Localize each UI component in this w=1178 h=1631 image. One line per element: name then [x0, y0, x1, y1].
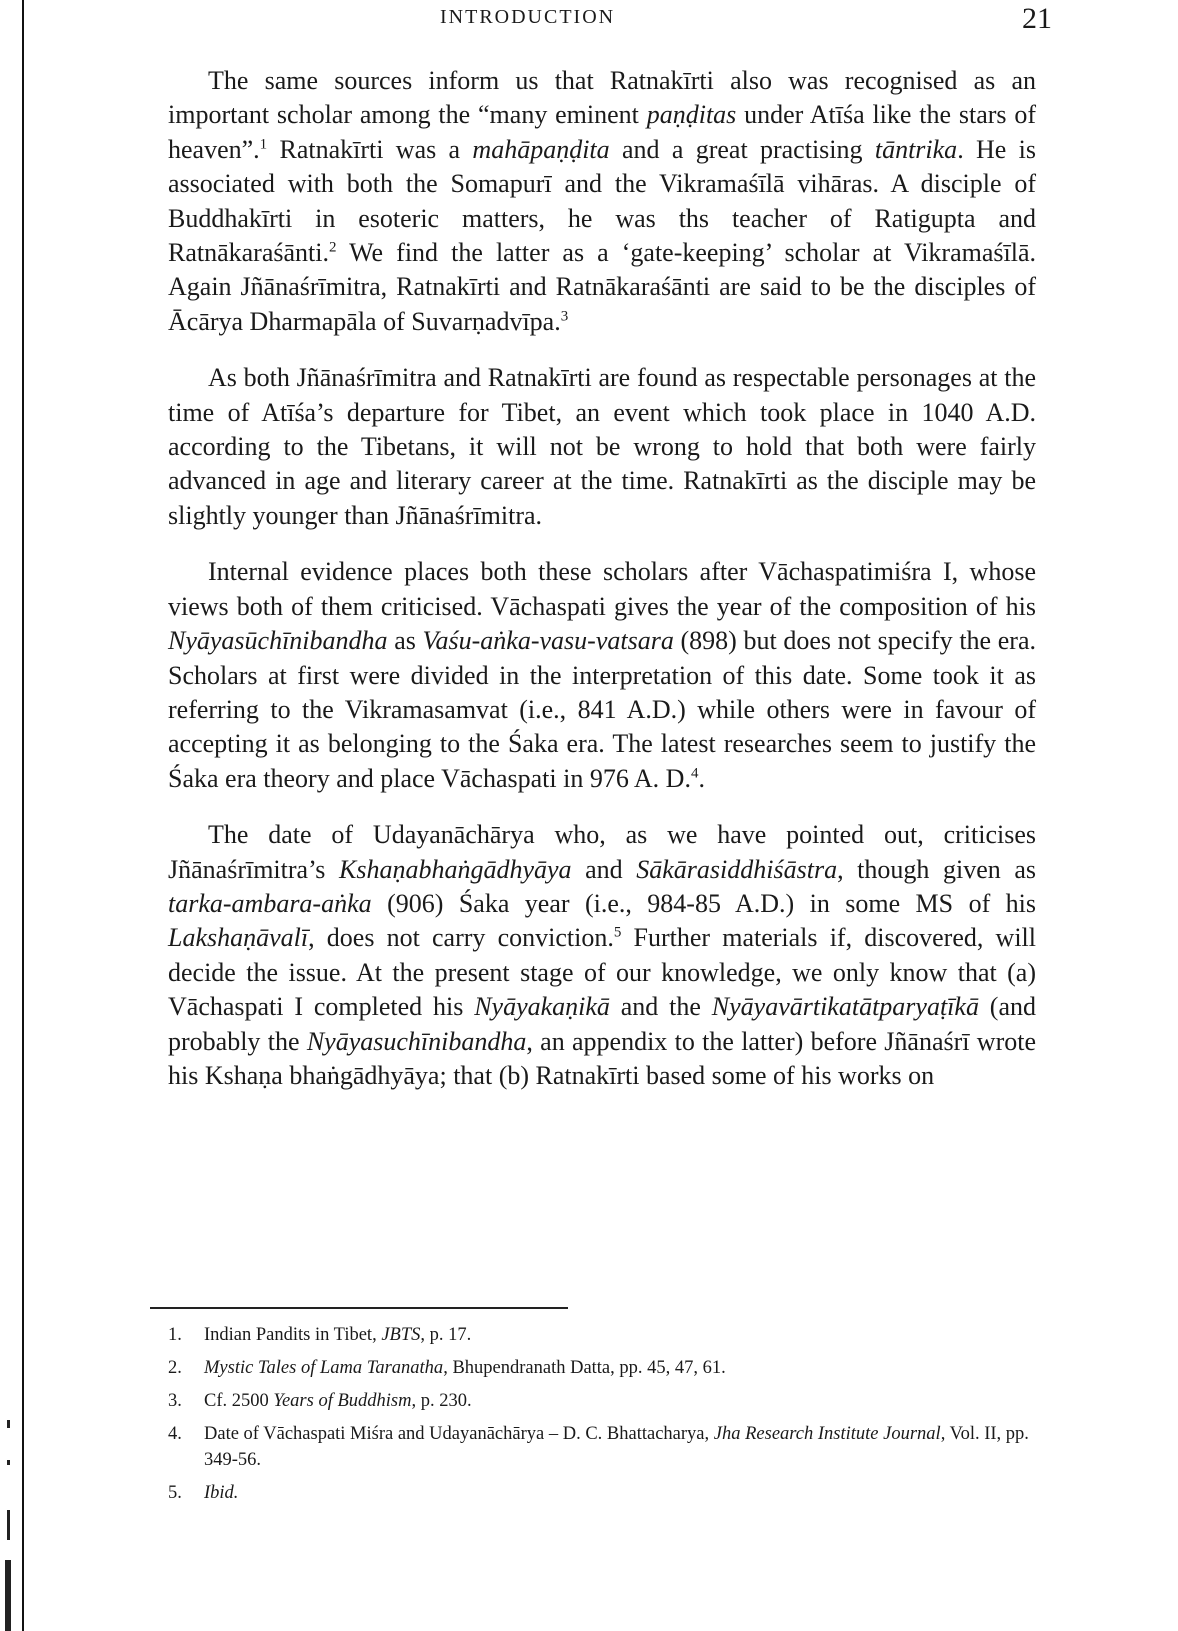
- footnote: [168, 1421, 1036, 1473]
- footnote-text: [204, 1322, 1036, 1348]
- running-head: INTRODUCTION: [440, 6, 616, 28]
- footnote-text: [204, 1355, 1036, 1381]
- text-run: Further materials if, discovered, will decide the issue. At the present stage of our knowledge, we only know that (a) Vāchaspati I completed his: [168, 923, 1037, 1022]
- text-run: The date of Udayanāchārya who, as we have pointed out, criticises Jñānaśrīmitra’s: [168, 820, 1036, 884]
- text-run: As both Jñānaśrīmitra and Ratnakīrti are found as respectable personages at the time of Atīśa’s departure for Tibet, an event which took place in 1040 A.D. according to the Tibetans, it will not be wrong to hold that both were fairly advanced in age and literary career at the time. Ratnakīrti as the disciple may be slightly younger than Jñānaśrīmitra.: [168, 363, 1036, 530]
- body-text: [168, 64, 1036, 1115]
- text-run: (898) but does not specify the era. Scholars at first were divided in the interpretation of this date. Some took it as referring to the Vikramasamvat (i.e., 841 A.D.) while others were in favour of accepting it as belonging to the Śaka era. The latest researches seem to justify the Śaka era theory and place Vāchaspati in 976 A. D.: [168, 626, 1036, 793]
- paragraph: [168, 555, 1036, 796]
- footnote-number: 1.: [168, 1325, 182, 1345]
- italic-term: paṇḍitas: [646, 100, 737, 130]
- italic-term: tāntrika: [874, 134, 958, 164]
- footnotes: [168, 1322, 1036, 1513]
- text-run: , p. 17.: [420, 1325, 472, 1345]
- paragraph: [168, 818, 1036, 1093]
- italic-term: Nyāyavārtikatātparyaṭīkā: [711, 992, 979, 1022]
- footnote-ref: 3: [560, 308, 569, 325]
- footnote: [168, 1480, 1036, 1506]
- footnote-text: [204, 1388, 1036, 1414]
- page-number: 21: [1022, 2, 1052, 35]
- italic-term: Sākārasiddhiśāstra: [636, 854, 838, 884]
- italic-term: Kshaṇabhaṅgādhyāya: [339, 854, 572, 884]
- footnote-number: 3.: [168, 1391, 182, 1411]
- footnote-ref: 4: [690, 765, 699, 782]
- footnote-ref: 5: [613, 924, 622, 941]
- page-gutter-rule: [22, 0, 24, 1631]
- paragraph: [168, 64, 1036, 339]
- text-run: (906) Śaka year (i.e., 984-85 A.D.) in some MS of his: [371, 888, 1036, 918]
- text-run: (and probably the: [168, 992, 1036, 1056]
- italic-term: Years of Buddhism: [273, 1391, 412, 1411]
- text-run: and the: [609, 992, 712, 1022]
- footnote: [168, 1388, 1036, 1414]
- text-run: and: [571, 854, 637, 884]
- text-run: , Vol. II, pp. 349-56.: [204, 1424, 1029, 1470]
- paragraph: [168, 361, 1036, 533]
- text-run: Cf. 2500: [204, 1391, 274, 1411]
- italic-term: Nyāyakaṇikā: [474, 992, 610, 1022]
- footnote-number: 4.: [168, 1424, 182, 1444]
- text-run: , an appendix to the latter) before Jñānaśrī wrote his Kshaṇa bhaṅgādhyāya; that (b) Ratnakīrti based some of his works on: [168, 1026, 1036, 1090]
- italic-term: JBTS: [381, 1325, 421, 1345]
- italic-term: tarka-ambara-aṅka: [168, 888, 372, 918]
- footnote: [168, 1355, 1036, 1381]
- italic-term: mahāpaṇḍita: [472, 134, 610, 164]
- italic-term: Jha Research Institute Journal: [713, 1424, 941, 1444]
- text-run: Internal evidence places both these scholars after Vāchaspatimiśra I, whose views both of them criticised. Vāchaspati gives the year of the composition of his: [168, 557, 1036, 621]
- italic-term: Lakshaṇāvalī: [168, 923, 309, 953]
- footnote-number: 2.: [168, 1358, 182, 1378]
- text-run: Indian Pandits in Tibet,: [204, 1325, 382, 1345]
- text-run: under Atīśa like the stars of heaven”.: [168, 100, 1036, 164]
- italic-term: Vaśu-aṅka-vasu-vatsara: [422, 626, 674, 656]
- text-run: as: [387, 626, 423, 656]
- footnote-rule: [150, 1307, 568, 1309]
- footnote-text: [204, 1421, 1036, 1473]
- binding-edge-marks: [4, 1400, 14, 1631]
- italic-term: Nyāyasuchīnibandha: [306, 1026, 527, 1056]
- text-run: , does not carry conviction.: [308, 923, 614, 953]
- text-run: Ratnakīrti was a: [267, 134, 473, 164]
- italic-term: Ibid.: [204, 1483, 239, 1503]
- text-run: and a great practising: [609, 134, 875, 164]
- text-run: Date of Vāchaspati Miśra and Udayanāchārya – D. C. Bhattacharya,: [204, 1424, 714, 1444]
- italic-term: Mystic Tales of Lama Taranatha: [204, 1358, 444, 1378]
- text-run: .: [698, 763, 705, 793]
- text-run: We find the latter as a ‘gate-keeping’ scholar at Vikramaśīlā. Again Jñānaśrīmitra, Ratnakīrti and Ratnākaraśānti are said to be the disciples of Ācārya Dharmapāla of Suvarṇadvīpa.: [168, 238, 1036, 336]
- text-run: The same sources inform us that Ratnakīrti also was recognised as an important scholar among the “many eminent: [168, 66, 1036, 130]
- text-run: , p. 230.: [411, 1391, 472, 1411]
- footnote-ref: 1: [259, 136, 268, 153]
- text-run: . He is associated with both the Somapurī and the Vikramaśīlā vihāras. A disciple of Buddhakīrti in esoteric matters, he was ths teacher of Ratigupta and Ratnākaraśānti.: [168, 134, 1036, 268]
- text-run: , Bhupendranath Datta, pp. 45, 47, 61.: [443, 1358, 726, 1378]
- italic-term: Nyāyasūchīnibandha: [168, 626, 388, 656]
- text-run: , though given as: [837, 854, 1036, 884]
- footnote-number: 5.: [168, 1483, 182, 1503]
- footnote: [168, 1322, 1036, 1348]
- footnote-text: [204, 1480, 1036, 1506]
- footnote-ref: 2: [329, 239, 337, 256]
